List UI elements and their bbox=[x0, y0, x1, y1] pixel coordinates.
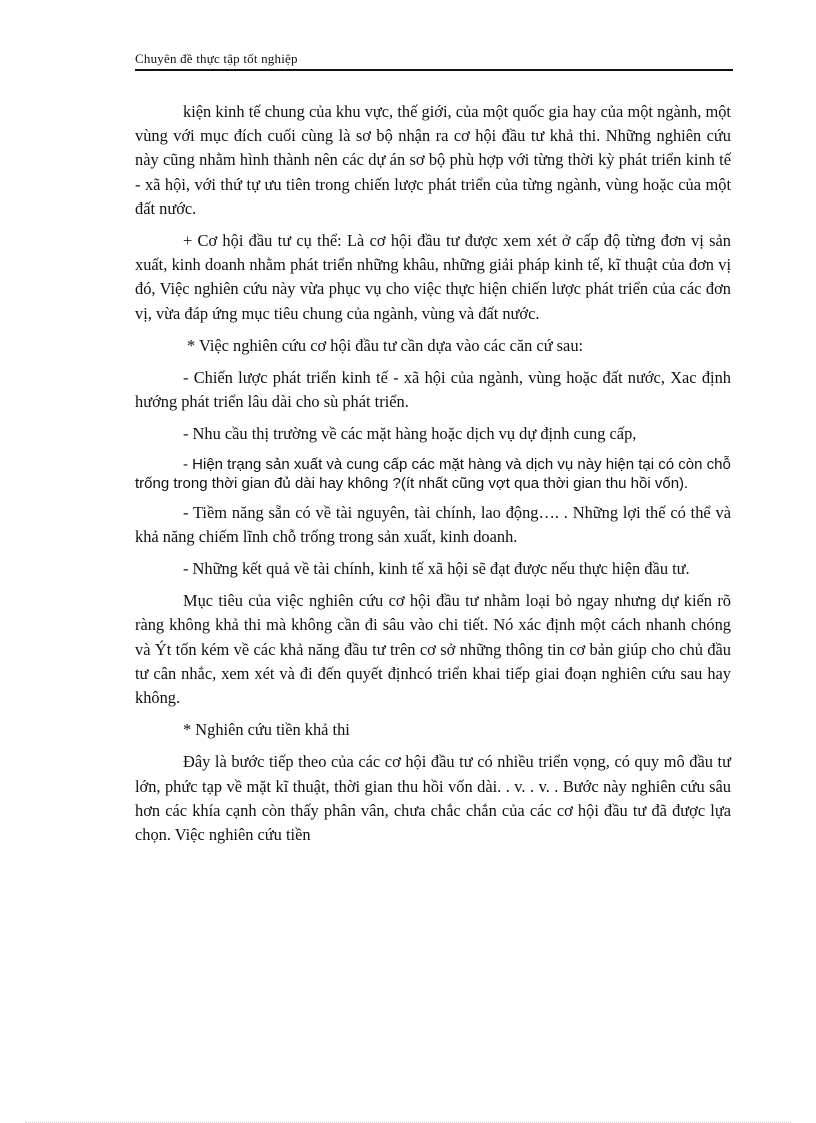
list-item: - Hiện trạng sản xuất và cung cấp các mặt hàng và dịch vụ này hiện tại có còn chỗ trống trong thời gian đủ dài hay không ?(ít nhất cũng vợt qua thời gian thu hồi vốn). bbox=[135, 455, 731, 492]
list-item: - Tiềm năng sẵn có về tài nguyên, tài chính, lao động…. . Những lợi thế có thể và khả năng chiếm lĩnh chỗ trống trong sản xuất, kinh doanh. bbox=[135, 502, 731, 546]
document-body bbox=[135, 100, 731, 855]
paragraph: * Việc nghiên cứu cơ hội đầu tư cần dựa vào các căn cứ sau: bbox=[187, 335, 584, 355]
paragraph: Mục tiêu của việc nghiên cứu cơ hội đầu tư nhằm loại bỏ ngay nhưng dự kiến rõ ràng không khả thi mà không cần đi sâu vào chi tiết. Nó xác định một cách nhanh chóng và Ýt tốn kém về các khả năng đầu tư trên cơ sở những thông tin cơ bản giúp cho chủ đầu tư cân nhắc, xem xét và đi đến quyết địnhcó triển khai tiếp giai đoạn nghiên cứu sau hay không. bbox=[135, 591, 731, 708]
paragraph: kiện kinh tế chung của khu vực, thế giới, của một quốc gia hay của một ngành, một vùng với mục đích cuối cùng là sơ bộ nhận ra cơ hội đầu tư khả thi. Những nghiên cứu này cũng nhằm hình thành nên các dự án sơ bộ phù hợp với từng thời kỳ phát triển kinh tế - xã hội, với thứ tự ưu tiên trong chiến lược phát triển của từng ngành, vùng hoặc của một đất nước. bbox=[135, 102, 731, 218]
list-item: - Chiến lược phát triển kinh tế - xã hội của ngành, vùng hoặc đất nước, Xac định hướng phát triển lâu dài cho sù phát triển. bbox=[135, 368, 731, 412]
paragraph: Đây là bước tiếp theo của các cơ hội đầu tư có nhiều triển vọng, có quy mô đầu tư lớn, phức tạp về mặt kĩ thuật, thời gian thu hồi vốn dài. . v. . v. . Bước này nghiên cứu sâu hơn các khía cạnh còn thấy phân vân, chưa chắc chắn của các cơ hội đầu tư đã được lựa chọn. Việc nghiên cứu tiền bbox=[135, 752, 731, 845]
paragraph: + Cơ hội đầu tư cụ thể: Là cơ hội đầu tư được xem xét ở cấp độ từng đơn vị sản xuất, kinh doanh nhằm phát triển những khâu, những giải pháp kinh tế, kĩ thuật của đơn vị đó, Việc nghiên cứu này vừa phục vụ cho việc thực hiện chiến lược phát triển của các đơn vị, vừa đáp ứng mục tiêu chung của ngành, vùng và đất nước. bbox=[135, 231, 731, 323]
list-item: - Nhu cầu thị trường về các mặt hàng hoặc dịch vụ dự định cung cấp, bbox=[183, 424, 637, 444]
section-heading: * Nghiên cứu tiền khả thi bbox=[183, 720, 350, 740]
page-header: Chuyên đề thực tập tốt nghiệp bbox=[135, 50, 733, 71]
list-item: - Những kết quả về tài chính, kinh tế xã hội sẽ đạt được nếu thực hiện đầu tư. bbox=[183, 559, 690, 579]
